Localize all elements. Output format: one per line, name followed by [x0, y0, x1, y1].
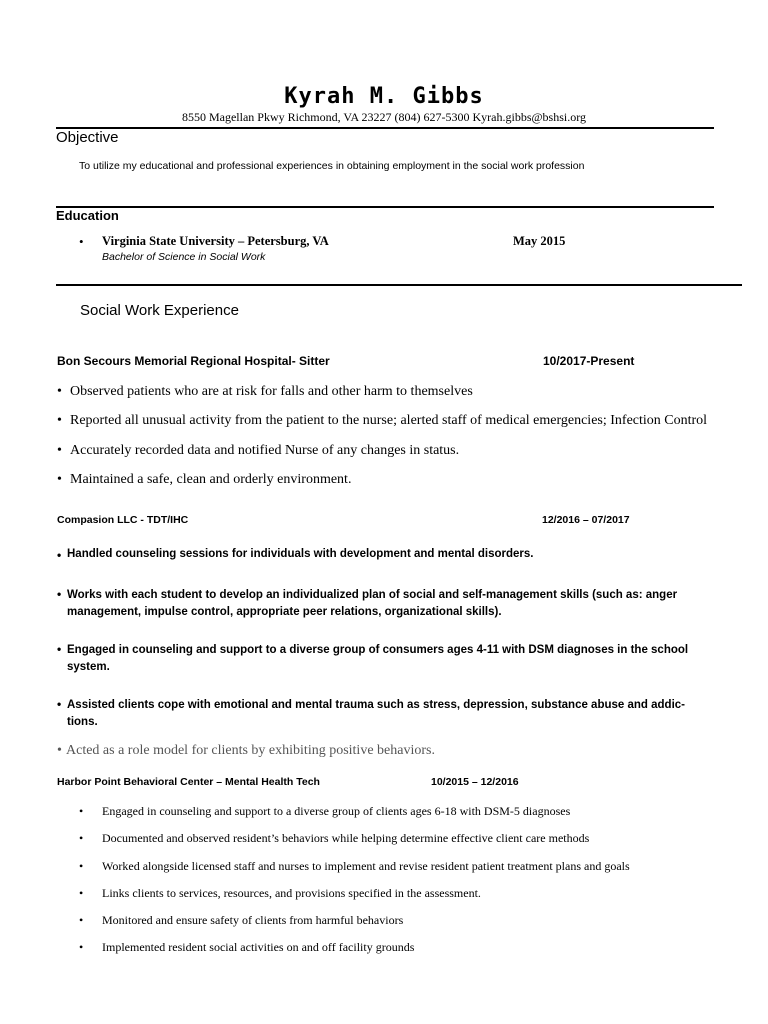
list-item: Links clients to services, resources, and provisions specified in the assessment. — [102, 886, 481, 900]
bullet-icon: • — [79, 804, 84, 818]
education-heading: Education — [56, 208, 119, 223]
job-title: Harbor Point Behavioral Center – Mental Health Tech — [57, 776, 320, 788]
bullet-icon: • — [57, 697, 62, 711]
list-item: Reported all unusual activity from the patient to the nurse; alerted staff of medical emergencies; Infection Control — [70, 413, 708, 428]
list-item: Assisted clients cope with emotional and mental trauma such as stress, depression, substance abuse and addic-tions. — [67, 699, 685, 728]
list-item: Implemented resident social activities on and off facility grounds — [102, 940, 415, 954]
bullet-icon: • — [57, 548, 62, 562]
list-item: Worked alongside licensed staff and nurses to implement and revise resident patient treatment plans and goals — [102, 859, 630, 873]
list-item: Engaged in counseling and support to a diverse group of clients ages 6-18 with DSM-5 diagnoses — [102, 804, 571, 818]
bullet-icon: • — [57, 443, 62, 458]
experience-heading: Social Work Experience — [80, 302, 239, 319]
job-dates: 10/2015 – 12/2016 — [431, 776, 519, 788]
education-rule — [56, 284, 742, 286]
bullet-icon: • — [57, 472, 62, 487]
bullet-icon: • — [79, 940, 84, 954]
list-item: Observed patients who are at risk for falls and other harm to themselves — [70, 384, 473, 399]
bullet-icon: • — [79, 859, 84, 873]
job-title: Bon Secours Memorial Regional Hospital- Sitter — [57, 354, 330, 368]
list-item: Engaged in counseling and support to a diverse group of consumers ages 4-11 with DSM diagnoses in the school system. — [67, 644, 689, 673]
bullet-icon: • — [79, 234, 84, 249]
education-degree: Bachelor of Science in Social Work — [102, 251, 266, 263]
objective-rule — [56, 206, 714, 208]
list-item: Maintained a safe, clean and orderly environment. — [70, 472, 352, 487]
list-item: Handled counseling sessions for individuals with development and mental disorders. — [67, 548, 534, 560]
list-item: Accurately recorded data and notified Nurse of any changes in status. — [70, 443, 460, 458]
bullet-icon: • — [57, 413, 62, 428]
resume-name: Kyrah M. Gibbs — [284, 84, 484, 109]
bullet-icon: • — [57, 587, 62, 601]
bullet-icon: • — [57, 384, 62, 399]
list-item: Monitored and ensure safety of clients from harmful behaviors — [102, 913, 404, 927]
bullet-icon: • — [79, 886, 84, 900]
list-item: Works with each student to develop an individualized plan of social and self-management skills (such as: anger management, impulse control, appropriate peer relations, organizational skills). — [67, 589, 678, 618]
education-date: May 2015 — [513, 234, 566, 248]
header-rule — [56, 127, 714, 129]
job-dates: 12/2016 – 07/2017 — [542, 514, 630, 526]
job-title: Compasion LLC - TDT/IHC — [57, 514, 189, 526]
bullet-icon: • — [57, 743, 62, 758]
objective-text: To utilize my educational and professional experiences in obtaining employment in the social work profession — [79, 160, 585, 172]
list-item: Acted as a role model for clients by exhibiting positive behaviors. — [66, 743, 435, 758]
job-dates: 10/2017-Present — [543, 354, 635, 368]
list-item: Documented and observed resident’s behaviors while helping determine effective client care methods — [102, 831, 590, 845]
contact-line: 8550 Magellan Pkwy Richmond, VA 23227 (804) 627-5300 Kyrah.gibbs@bshsi.org — [181, 110, 587, 124]
education-school: Virginia State University – Petersburg, VA — [102, 234, 329, 248]
bullet-icon: • — [79, 831, 84, 845]
bullet-icon: • — [57, 642, 62, 656]
bullet-icon: • — [79, 913, 84, 927]
objective-heading: Objective — [56, 129, 119, 146]
